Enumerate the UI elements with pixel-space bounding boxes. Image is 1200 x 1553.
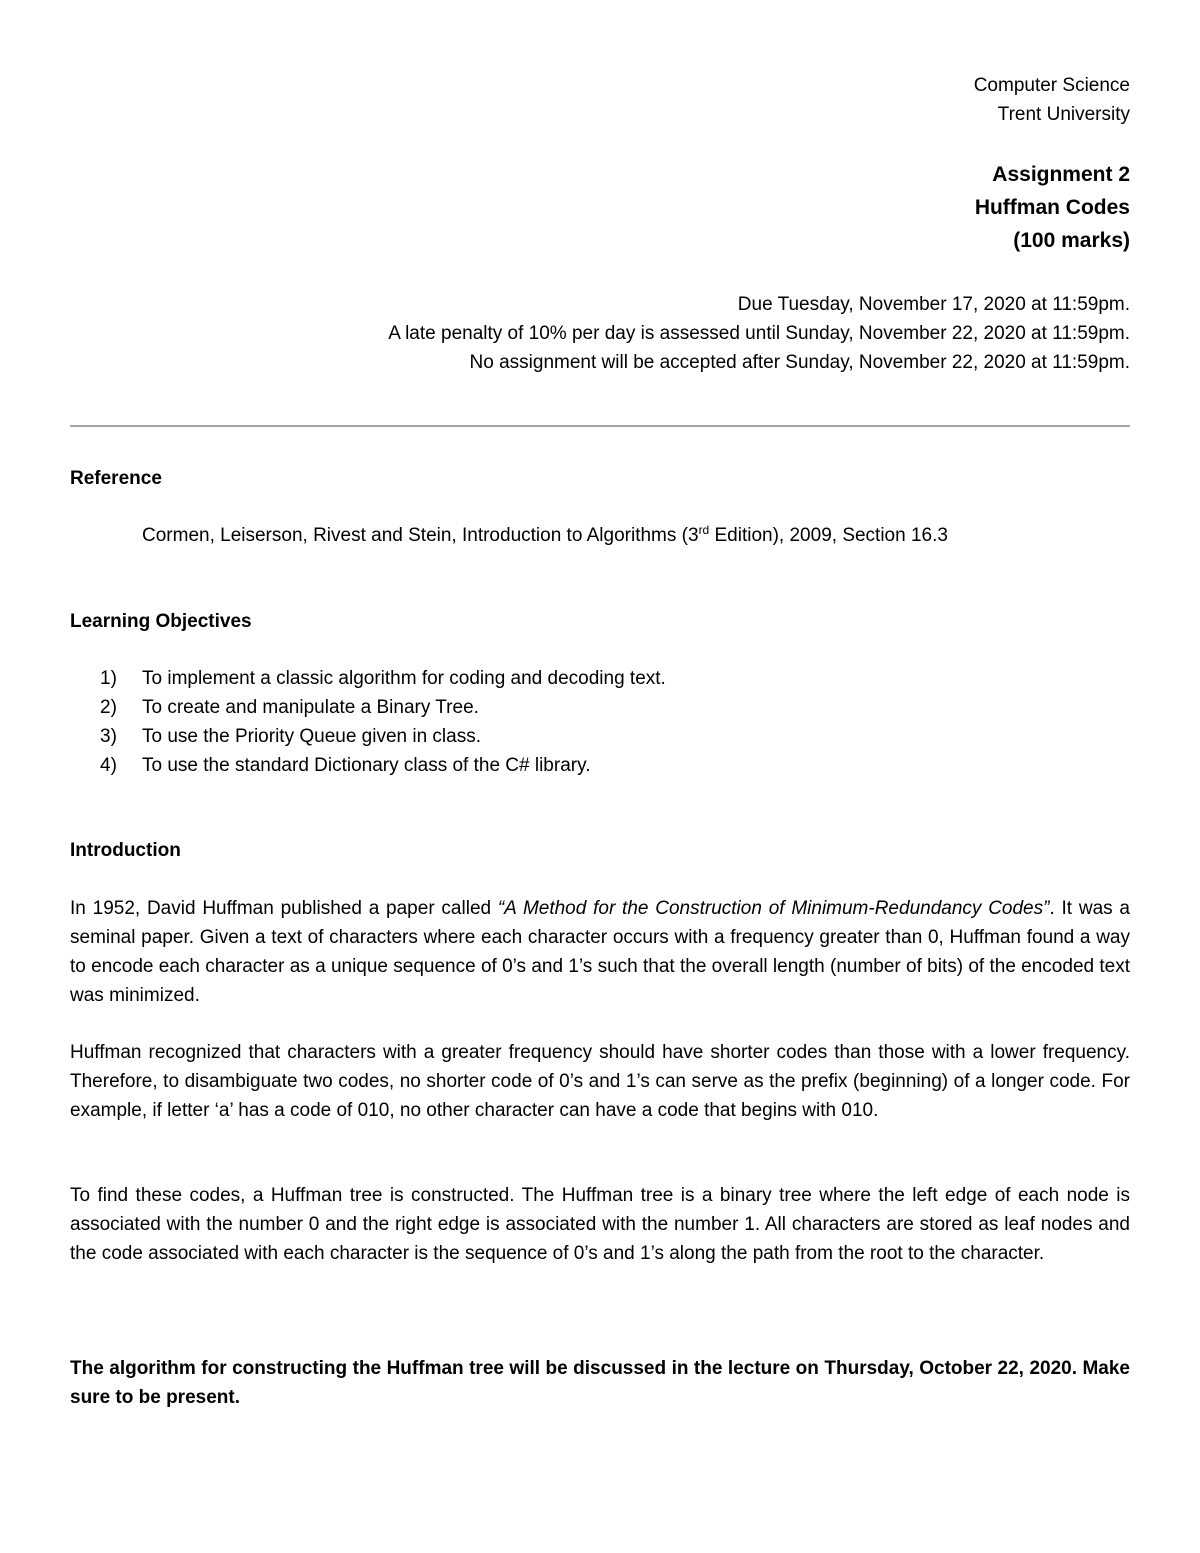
citation-superscript: rd (698, 523, 710, 537)
list-item-text: To use the standard Dictionary class of the C# library. (142, 755, 591, 776)
paragraph-text: In 1952, David Huffman published a paper called (70, 898, 498, 919)
list-item (100, 664, 666, 693)
list-number: 2) (100, 697, 117, 718)
assignment-title: Assignment 2 (992, 163, 1130, 186)
due-line: Due Tuesday, November 17, 2020 at 11:59pm. (737, 294, 1130, 315)
cutoff-line: No assignment will be accepted after Sunday, November 22, 2020 at 11:59pm. (469, 352, 1130, 373)
list-item (100, 722, 666, 751)
assignment-topic: Huffman Codes (974, 196, 1130, 219)
intro-paragraph-1 (70, 894, 1130, 1010)
introduction-heading: Introduction (70, 840, 181, 861)
university-name: Trent University (997, 104, 1130, 125)
horizontal-divider (70, 425, 1130, 427)
list-item (100, 693, 666, 722)
late-penalty-line: A late penalty of 10% per day is assessed until Sunday, November 22, 2020 at 11:59pm. (388, 323, 1130, 344)
citation-text: Cormen, Leiserson, Rivest and Stein, Introduction to Algorithms (3 (142, 525, 699, 546)
objectives-list (100, 664, 666, 780)
paper-title: “A Method for the Construction of Minimum-Redundancy Codes” (497, 898, 1050, 919)
department-block (530, 71, 1130, 129)
assignment-marks: (100 marks) (1013, 229, 1130, 252)
due-date-block (130, 290, 1130, 377)
title-block (530, 158, 1130, 257)
list-number: 1) (100, 668, 117, 689)
department-name: Computer Science (973, 75, 1130, 96)
reference-citation (142, 521, 1132, 550)
citation-text-end: Edition), 2009, Section 16.3 (709, 525, 948, 546)
list-number: 4) (100, 755, 117, 776)
list-item-text: To use the Priority Queue given in class. (142, 726, 482, 747)
lecture-notice: The algorithm for constructing the Huffman tree will be discussed in the lecture on Thursday, October 22, 2020. Make sure to be present. (70, 1358, 1130, 1408)
list-item-text: To create and manipulate a Binary Tree. (142, 697, 479, 718)
reference-heading: Reference (70, 468, 162, 489)
intro-paragraph-3: To find these codes, a Huffman tree is constructed. The Huffman tree is a binary tree where the left edge of each node is associated with the number 0 and the right edge is associated with the number 1. All characters are stored as leaf nodes and the code associated with each character is the sequence of 0’s and 1’s along the path from the root to the character. (70, 1185, 1130, 1264)
intro-paragraph-2: Huffman recognized that characters with a greater frequency should have shorter codes than those with a lower frequency. Therefore, to disambiguate two codes, no shorter code of 0’s and 1’s can serve as the prefix (beginning) of a longer code. For example, if letter ‘a’ has a code of 010, no other character can have a code that begins with 010. (70, 1042, 1130, 1121)
paragraph-text: . It was a seminal paper. Given a text of characters where each character occurs with a frequency greater than 0, Huffman found a way to encode each character as a unique sequence of 0’s and 1’s such that the overall length (number of bits) of the encoded text was minimized. (70, 898, 1130, 1006)
list-item-text: To implement a classic algorithm for coding and decoding text. (142, 668, 666, 689)
list-item (100, 751, 666, 780)
list-number: 3) (100, 726, 117, 747)
objectives-heading: Learning Objectives (70, 611, 252, 632)
